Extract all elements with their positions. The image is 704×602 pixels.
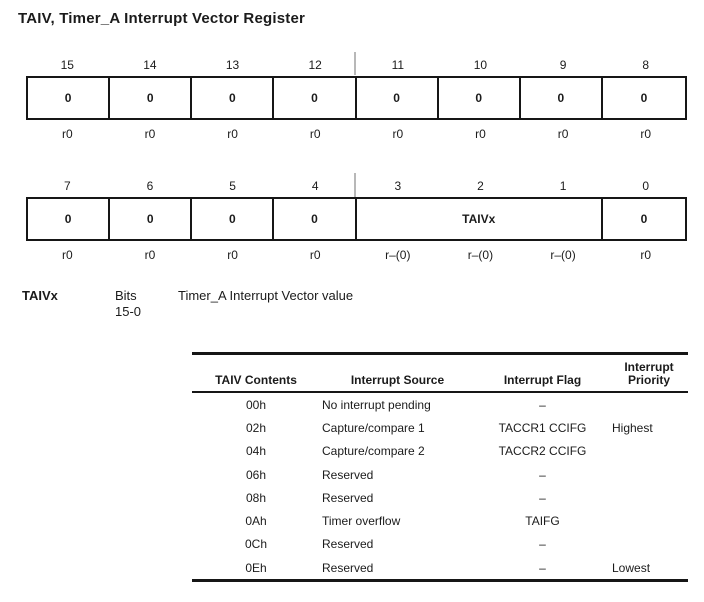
page-title: TAIV, Timer_A Interrupt Vector Register	[18, 10, 306, 27]
access-label: r0	[557, 127, 569, 141]
bit-label: 9	[559, 58, 567, 72]
register-box	[26, 76, 687, 120]
register-cell: 0	[357, 78, 439, 118]
field-description-text: Timer_A Interrupt Vector value	[178, 288, 354, 303]
table-row	[192, 463, 688, 486]
cell-interrupt-source: No interrupt pending	[322, 397, 431, 412]
cell-interrupt-source: Capture/compare 2	[322, 444, 425, 459]
access-label: r–(0)	[550, 248, 576, 262]
access-row	[26, 248, 687, 262]
cell-interrupt-source: Timer overflow	[322, 514, 401, 529]
access-label: r0	[392, 127, 404, 141]
field-bits-word: Bits	[115, 288, 137, 303]
access-label: r0	[144, 248, 156, 262]
register-cell: 0	[28, 199, 110, 239]
bit-label: 1	[559, 179, 567, 193]
access-label: r0	[227, 127, 238, 141]
cell-interrupt-flag: –	[539, 537, 546, 552]
bit-label: 7	[63, 179, 71, 193]
access-label: r–(0)	[467, 248, 494, 262]
table-row	[192, 509, 688, 532]
bit-label: 12	[308, 58, 322, 72]
register-box	[26, 197, 687, 241]
bit-label: 6	[146, 179, 154, 193]
bit-label: 14	[143, 58, 157, 72]
interrupt-vector-table	[192, 352, 688, 582]
register-cell-taivx: TAIVx	[357, 199, 603, 239]
bit-label: 0	[642, 179, 650, 193]
register-cell: 0	[192, 78, 274, 118]
table-row	[192, 440, 688, 463]
cell-taiv-contents: 02h	[245, 420, 267, 435]
cell-taiv-contents: 00h	[245, 397, 267, 412]
cell-interrupt-priority: Highest	[612, 420, 653, 435]
cell-interrupt-flag: –	[539, 560, 546, 575]
table-header-row	[192, 355, 688, 393]
bit-label: 13	[225, 58, 240, 72]
register-cell: 0	[640, 91, 648, 105]
cell-interrupt-source: Capture/compare 1	[322, 420, 425, 435]
register-cell: 0	[274, 199, 356, 239]
cell-interrupt-flag: TAIFG	[525, 514, 560, 529]
cell-taiv-contents: 08h	[245, 490, 267, 505]
cell-interrupt-priority: Lowest	[612, 560, 651, 575]
bit-label: 4	[311, 179, 319, 193]
register-diagram-low-byte	[26, 179, 687, 262]
bit-label: 3	[394, 179, 402, 193]
access-label: r0	[640, 127, 652, 141]
field-name: TAIVx	[22, 288, 58, 303]
bit-label: 5	[229, 179, 236, 193]
cell-taiv-contents: 04h	[245, 444, 267, 459]
header-taiv-contents: TAIV Contents	[215, 373, 297, 387]
access-label: r0	[61, 248, 73, 262]
bit-label: 2	[477, 179, 484, 193]
table-row	[192, 486, 688, 509]
cell-interrupt-flag: –	[539, 467, 546, 482]
access-label: r–(0)	[385, 248, 411, 262]
bit-label: 8	[642, 58, 650, 72]
register-cell: 0	[439, 78, 521, 118]
header-interrupt-source: Interrupt Source	[350, 373, 445, 387]
bit-number-row	[26, 58, 687, 72]
cell-interrupt-source: Reserved	[322, 490, 374, 505]
cell-interrupt-source: Reserved	[322, 467, 374, 482]
cell-taiv-contents: 0Eh	[245, 560, 267, 575]
bit-label: 11	[391, 58, 405, 72]
cell-interrupt-flag: TACCR1 CCIFG	[498, 420, 587, 435]
cell-taiv-contents: 0Ch	[244, 537, 267, 552]
register-cell: 0	[521, 78, 603, 118]
access-label: r0	[144, 127, 156, 141]
access-label: r0	[61, 127, 73, 141]
register-diagram-high-byte	[26, 58, 687, 141]
cell-interrupt-flag: TACCR2 CCIFG	[498, 444, 587, 459]
cell-interrupt-source: Reserved	[322, 560, 374, 575]
cell-taiv-contents: 0Ah	[245, 514, 267, 529]
field-bits	[115, 288, 141, 320]
register-cell: 0	[28, 78, 110, 118]
table-row	[192, 416, 688, 439]
access-label: r0	[640, 248, 652, 262]
cell-taiv-contents: 06h	[245, 467, 267, 482]
access-label: r0	[309, 127, 321, 141]
table-row	[192, 533, 688, 556]
cell-interrupt-flag: –	[539, 490, 546, 505]
bit-number-row	[26, 179, 687, 193]
field-bits-range: 15-0	[115, 304, 142, 319]
cell-interrupt-source: Reserved	[322, 537, 374, 552]
access-label: r0	[309, 248, 321, 262]
table-body	[192, 393, 688, 579]
register-cell: 0	[640, 212, 648, 226]
register-cell: 0	[110, 199, 192, 239]
access-label: r0	[475, 127, 486, 141]
header-interrupt-flag: Interrupt Flag	[503, 373, 582, 387]
table-row	[192, 393, 688, 416]
bit-label: 15	[60, 58, 74, 72]
register-cell: 0	[274, 78, 356, 118]
table-row	[192, 556, 688, 579]
access-label: r0	[227, 248, 238, 262]
header-interrupt-priority: Interrupt Priority	[624, 360, 674, 387]
access-row	[26, 127, 687, 141]
register-cell: 0	[110, 78, 192, 118]
register-cell: 0	[192, 199, 274, 239]
cell-interrupt-flag: –	[539, 397, 546, 412]
bit-label: 10	[473, 58, 488, 72]
